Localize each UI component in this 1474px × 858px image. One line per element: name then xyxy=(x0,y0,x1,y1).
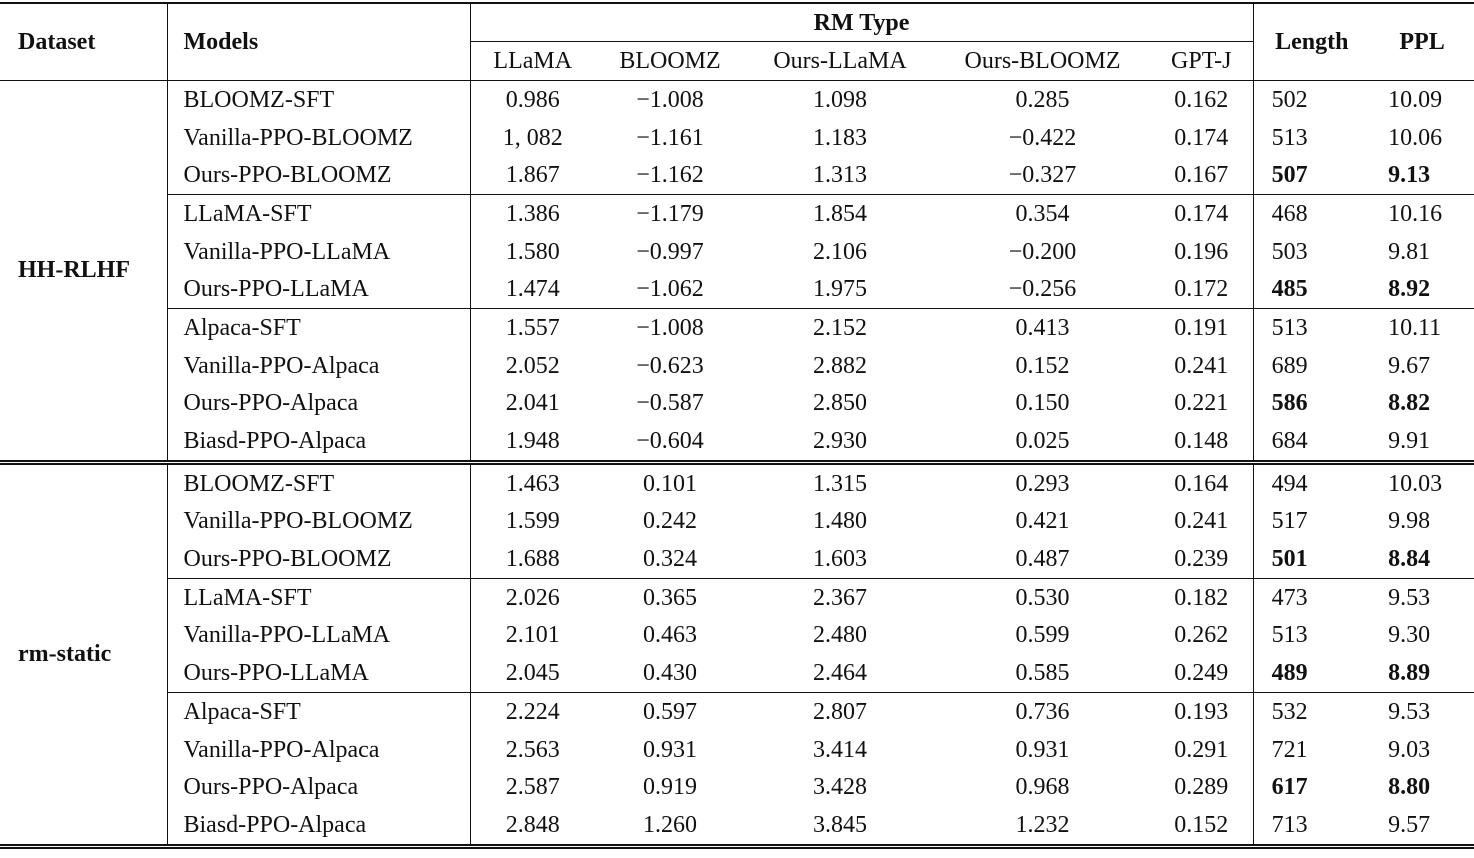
length-cell: 494 xyxy=(1253,462,1370,502)
length-cell: 473 xyxy=(1253,578,1370,616)
rm-gpt-j-cell: 0.196 xyxy=(1174,238,1229,265)
table-row xyxy=(0,309,1474,347)
model-cell: Vanilla-PPO-LLaMA xyxy=(167,233,470,271)
table-row xyxy=(0,654,1474,692)
model-cell: Vanilla-PPO-LLaMA xyxy=(167,617,470,655)
ppl-cell: 9.98 xyxy=(1388,508,1431,535)
rm-gpt-j-cell: 0.221 xyxy=(1174,390,1229,417)
rm-bloomz-cell: 0.242 xyxy=(643,508,697,535)
length-cell: 689 xyxy=(1253,347,1370,385)
rm-bloomz-cell: 0.430 xyxy=(643,660,697,687)
rm-gpt-j-cell: 0.191 xyxy=(1150,309,1253,347)
rm-gpt-j-cell: 0.172 xyxy=(1174,276,1229,303)
rm-ours-llama-cell: 2.152 xyxy=(745,309,935,347)
rm-ours-bloomz-cell: 0.150 xyxy=(1015,390,1070,417)
rm-llama-cell: 1.688 xyxy=(470,540,595,578)
model-cell: Biasd-PPO-Alpaca xyxy=(167,422,470,462)
table-row xyxy=(0,270,1474,308)
rm-bloomz-cell: 0.597 xyxy=(595,693,745,731)
table-row xyxy=(0,768,1474,806)
header-rm-ours-llama: Ours-LLaMA xyxy=(745,42,935,81)
table-row xyxy=(0,385,1474,423)
ppl-cell: 8.80 xyxy=(1388,774,1431,801)
rm-ours-bloomz-cell: 0.025 xyxy=(1015,428,1070,455)
ppl-cell: 10.06 xyxy=(1388,124,1443,151)
table-row xyxy=(0,422,1474,462)
rm-gpt-j-cell: 0.174 xyxy=(1150,195,1253,233)
table-row xyxy=(0,81,1474,119)
rm-bloomz-cell: 1.260 xyxy=(595,806,745,846)
model-cell: Ours-PPO-BLOOMZ xyxy=(167,156,470,194)
rm-bloomz-cell: −1.008 xyxy=(636,86,704,113)
rm-gpt-j-cell: 0.249 xyxy=(1174,660,1229,687)
rm-llama-cell: 1.474 xyxy=(470,270,595,308)
rm-llama-cell: 1.867 xyxy=(470,156,595,194)
rm-llama-cell: 1.580 xyxy=(470,233,595,271)
rm-ours-bloomz-cell: 0.599 xyxy=(1015,622,1070,649)
rm-ours-bloomz-cell: 0.736 xyxy=(935,693,1150,731)
table-row xyxy=(0,693,1474,731)
rm-ours-bloomz-cell: −0.422 xyxy=(1008,124,1077,151)
rm-ours-llama-cell: 1.098 xyxy=(813,86,867,113)
length-cell: 617 xyxy=(1253,768,1370,806)
length-cell: 517 xyxy=(1253,503,1370,541)
rm-ours-llama-cell: 3.428 xyxy=(813,774,867,801)
rm-ours-llama-cell: 2.930 xyxy=(813,428,867,455)
rm-gpt-j-cell: 0.262 xyxy=(1174,622,1229,649)
rm-bloomz-cell: −0.997 xyxy=(636,238,704,265)
rm-bloomz-cell: 0.931 xyxy=(643,736,697,763)
length-cell: 513 xyxy=(1253,309,1370,347)
header-rm-ours-bloomz: Ours-BLOOMZ xyxy=(935,42,1150,81)
header-length: Length xyxy=(1253,3,1370,81)
table-row xyxy=(0,462,1474,502)
rm-ours-llama-cell: 3.414 xyxy=(813,736,867,763)
table-header xyxy=(0,3,1474,81)
rm-bloomz-cell: −1.162 xyxy=(636,162,704,189)
length-cell: 684 xyxy=(1253,422,1370,462)
rm-ours-bloomz-cell: 0.487 xyxy=(1015,546,1070,573)
rm-ours-bloomz-cell: −0.327 xyxy=(1008,162,1077,189)
rm-llama-cell: 1.463 xyxy=(470,462,595,502)
model-cell: Ours-PPO-LLaMA xyxy=(167,270,470,308)
rm-llama-cell: 2.563 xyxy=(470,731,595,769)
table-row xyxy=(0,540,1474,578)
header-models: Models xyxy=(167,3,470,81)
rm-bloomz-cell: −0.604 xyxy=(636,428,704,455)
table-row xyxy=(0,119,1474,157)
table-row xyxy=(0,503,1474,541)
ppl-cell: 9.67 xyxy=(1388,352,1431,379)
length-cell: 713 xyxy=(1253,806,1370,846)
table-row xyxy=(0,233,1474,271)
model-cell: Biasd-PPO-Alpaca xyxy=(167,806,470,846)
rm-llama-cell: 2.026 xyxy=(470,578,595,616)
rm-ours-bloomz-cell: 1.232 xyxy=(935,806,1150,846)
rm-llama-cell: 0.986 xyxy=(470,81,595,119)
rm-bloomz-cell: 0.365 xyxy=(595,578,745,616)
rm-gpt-j-cell: 0.182 xyxy=(1150,578,1253,616)
table-row xyxy=(0,731,1474,769)
rm-ours-bloomz-cell: −0.200 xyxy=(1008,238,1077,265)
rm-bloomz-cell: −1.008 xyxy=(595,309,745,347)
rm-ours-llama-cell: 2.850 xyxy=(813,390,867,417)
rm-llama-cell: 2.587 xyxy=(470,768,595,806)
model-cell: BLOOMZ-SFT xyxy=(167,462,470,502)
ppl-cell: 9.91 xyxy=(1388,428,1431,455)
length-cell: 502 xyxy=(1253,81,1370,119)
rm-ours-llama-cell: 1.183 xyxy=(813,124,867,151)
rm-gpt-j-cell: 0.239 xyxy=(1174,546,1229,573)
rm-gpt-j-cell: 0.193 xyxy=(1150,693,1253,731)
rm-ours-llama-cell: 2.367 xyxy=(745,578,935,616)
length-cell: 503 xyxy=(1253,233,1370,271)
ppl-cell: 9.03 xyxy=(1388,736,1431,763)
ppl-cell: 8.84 xyxy=(1388,546,1431,573)
rm-ours-llama-cell: 2.480 xyxy=(813,622,867,649)
header-rm-llama: LLaMA xyxy=(470,42,595,81)
length-cell: 485 xyxy=(1253,270,1370,308)
model-cell: Ours-PPO-LLaMA xyxy=(167,654,470,692)
rm-gpt-j-cell: 0.148 xyxy=(1174,428,1229,455)
model-cell: Ours-PPO-BLOOMZ xyxy=(167,540,470,578)
rm-bloomz-cell: 0.919 xyxy=(643,774,697,801)
rm-bloomz-cell: 0.463 xyxy=(643,622,697,649)
rm-ours-bloomz-cell: 0.530 xyxy=(935,578,1150,616)
rm-ours-llama-cell: 1.480 xyxy=(813,508,867,535)
ppl-cell: 9.53 xyxy=(1370,578,1474,616)
rm-ours-bloomz-cell: 0.285 xyxy=(1015,86,1070,113)
model-cell: Vanilla-PPO-Alpaca xyxy=(167,347,470,385)
rm-ours-bloomz-cell: 0.968 xyxy=(1015,774,1070,801)
rm-gpt-j-cell: 0.241 xyxy=(1174,352,1229,379)
table-row xyxy=(0,347,1474,385)
rm-ours-bloomz-cell: −0.256 xyxy=(1008,276,1077,303)
rm-llama-cell: 2.052 xyxy=(470,347,595,385)
model-cell: LLaMA-SFT xyxy=(167,195,470,233)
table-row xyxy=(0,195,1474,233)
length-cell: 532 xyxy=(1253,693,1370,731)
model-cell: Alpaca-SFT xyxy=(167,693,470,731)
rm-ours-llama-cell: 1.315 xyxy=(745,462,935,502)
length-cell: 721 xyxy=(1253,731,1370,769)
rm-ours-bloomz-cell: 0.421 xyxy=(1015,508,1070,535)
table-row xyxy=(0,156,1474,194)
rm-llama-cell: 2.101 xyxy=(470,617,595,655)
rm-ours-llama-cell: 2.807 xyxy=(745,693,935,731)
header-rm-gpt-j: GPT-J xyxy=(1150,42,1253,81)
rm-bloomz-cell: −1.062 xyxy=(636,276,704,303)
length-cell: 468 xyxy=(1253,195,1370,233)
table-row xyxy=(0,806,1474,846)
rm-ours-llama-cell: 1.603 xyxy=(813,546,867,573)
ppl-cell: 9.13 xyxy=(1388,162,1431,189)
rm-ours-llama-cell: 2.106 xyxy=(813,238,867,265)
rm-gpt-j-cell: 0.152 xyxy=(1150,806,1253,846)
rm-bloomz-cell: −0.623 xyxy=(636,352,704,379)
rm-ours-llama-cell: 3.845 xyxy=(745,806,935,846)
header-rm-type: RM Type xyxy=(470,3,1253,42)
rm-gpt-j-cell: 0.162 xyxy=(1174,86,1229,113)
rm-llama-cell: 2.224 xyxy=(470,693,595,731)
rm-gpt-j-cell: 0.164 xyxy=(1150,462,1253,502)
rm-llama-cell: 1.557 xyxy=(470,309,595,347)
ppl-cell: 10.11 xyxy=(1370,309,1474,347)
rm-gpt-j-cell: 0.174 xyxy=(1174,124,1229,151)
model-cell: LLaMA-SFT xyxy=(167,578,470,616)
ppl-cell: 9.30 xyxy=(1388,622,1431,649)
rm-ours-bloomz-cell: 0.585 xyxy=(1015,660,1070,687)
rm-gpt-j-cell: 0.291 xyxy=(1174,736,1229,763)
rm-ours-bloomz-cell: 0.413 xyxy=(935,309,1150,347)
length-cell: 489 xyxy=(1253,654,1370,692)
rm-gpt-j-cell: 0.289 xyxy=(1174,774,1229,801)
rm-ours-bloomz-cell: 0.931 xyxy=(1015,736,1070,763)
rm-llama-cell: 1.599 xyxy=(470,503,595,541)
ppl-cell: 8.89 xyxy=(1388,660,1431,687)
length-cell: 513 xyxy=(1253,617,1370,655)
model-cell: BLOOMZ-SFT xyxy=(167,81,470,119)
rm-bloomz-cell: −1.161 xyxy=(636,124,704,151)
ppl-cell: 8.82 xyxy=(1388,390,1431,417)
ppl-cell: 9.57 xyxy=(1370,806,1474,846)
header-dataset: Dataset xyxy=(0,3,167,81)
rm-bloomz-cell: 0.101 xyxy=(595,462,745,502)
rm-ours-bloomz-cell: 0.354 xyxy=(935,195,1150,233)
length-cell: 501 xyxy=(1253,540,1370,578)
table-row xyxy=(0,617,1474,655)
rm-llama-cell: 1.386 xyxy=(470,195,595,233)
rm-llama-cell: 2.041 xyxy=(470,385,595,423)
dataset-cell: rm-static xyxy=(0,462,167,846)
ppl-cell: 9.81 xyxy=(1388,238,1431,265)
length-cell: 586 xyxy=(1253,385,1370,423)
ppl-cell: 9.53 xyxy=(1370,693,1474,731)
rm-ours-llama-cell: 2.464 xyxy=(813,660,867,687)
ppl-cell: 8.92 xyxy=(1388,276,1431,303)
model-cell: Vanilla-PPO-BLOOMZ xyxy=(167,119,470,157)
rm-bloomz-cell: −0.587 xyxy=(636,390,704,417)
model-cell: Ours-PPO-Alpaca xyxy=(167,768,470,806)
ppl-cell: 10.09 xyxy=(1388,86,1443,113)
length-cell: 513 xyxy=(1253,119,1370,157)
header-ppl: PPL xyxy=(1370,3,1474,81)
table-body xyxy=(0,81,1474,847)
model-cell: Vanilla-PPO-BLOOMZ xyxy=(167,503,470,541)
model-cell: Ours-PPO-Alpaca xyxy=(167,385,470,423)
results-table xyxy=(0,2,1474,849)
length-cell: 507 xyxy=(1253,156,1370,194)
model-cell: Alpaca-SFT xyxy=(167,309,470,347)
rm-gpt-j-cell: 0.241 xyxy=(1174,508,1229,535)
rm-bloomz-cell: 0.324 xyxy=(643,546,697,573)
model-cell: Vanilla-PPO-Alpaca xyxy=(167,731,470,769)
ppl-cell: 10.03 xyxy=(1370,462,1474,502)
rm-llama-cell: 1, 082 xyxy=(470,119,595,157)
rm-ours-llama-cell: 1.975 xyxy=(813,276,867,303)
rm-bloomz-cell: −1.179 xyxy=(595,195,745,233)
ppl-cell: 10.16 xyxy=(1370,195,1474,233)
rm-ours-bloomz-cell: 0.293 xyxy=(935,462,1150,502)
rm-llama-cell: 2.848 xyxy=(470,806,595,846)
rm-ours-bloomz-cell: 0.152 xyxy=(1015,352,1070,379)
rm-gpt-j-cell: 0.167 xyxy=(1174,162,1229,189)
header-rm-bloomz: BLOOMZ xyxy=(595,42,745,81)
dataset-cell: HH-RLHF xyxy=(18,257,130,284)
rm-llama-cell: 2.045 xyxy=(470,654,595,692)
rm-ours-llama-cell: 1.854 xyxy=(745,195,935,233)
rm-ours-llama-cell: 2.882 xyxy=(813,352,867,379)
rm-llama-cell: 1.948 xyxy=(470,422,595,462)
table-row xyxy=(0,578,1474,616)
rm-ours-llama-cell: 1.313 xyxy=(813,162,867,189)
